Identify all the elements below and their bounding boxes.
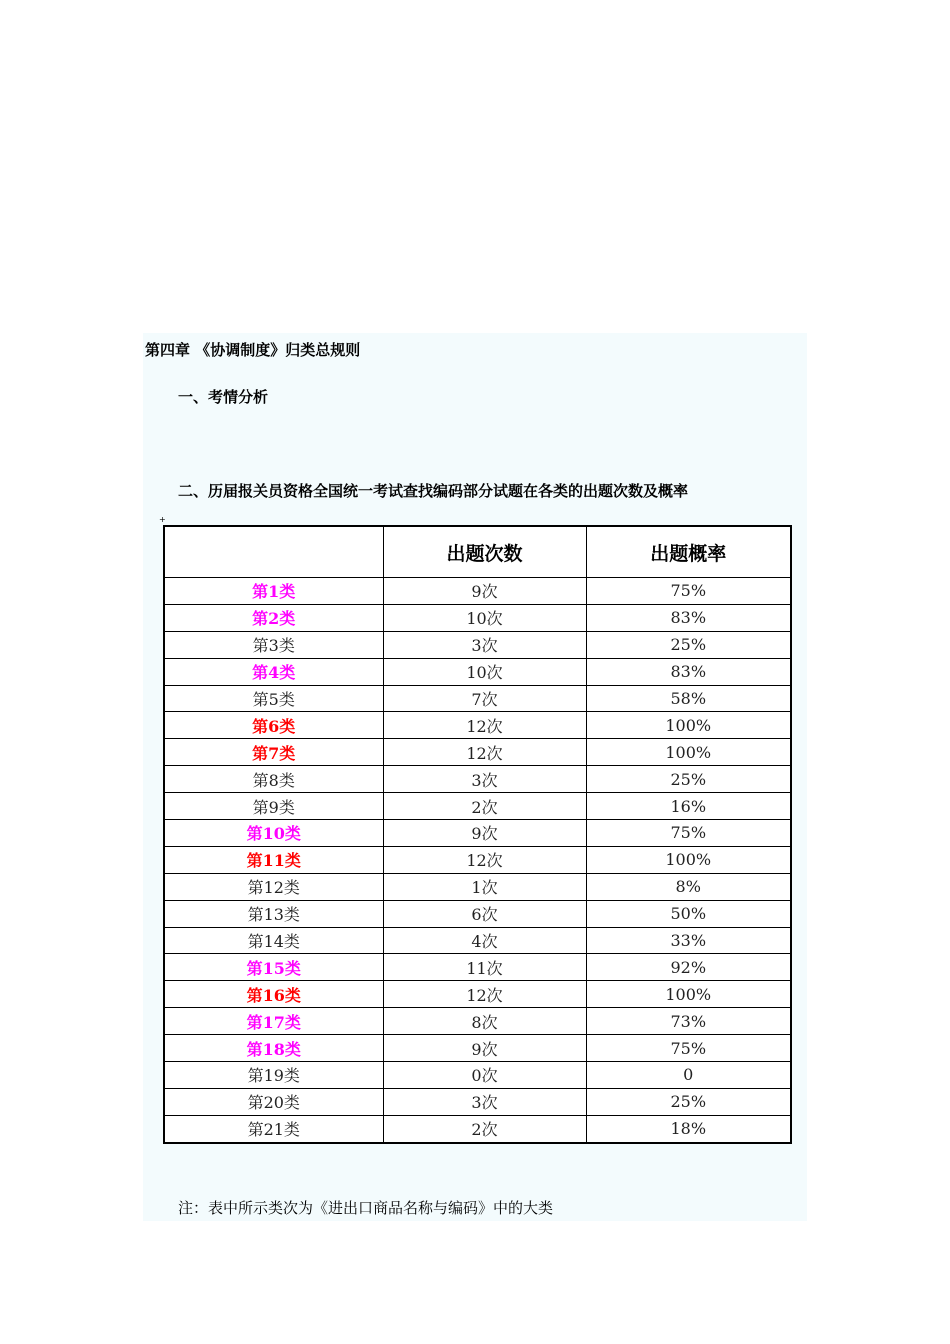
table-row: [164, 981, 791, 1008]
cell-category: 第13类: [164, 900, 383, 927]
cell-category: 第1类: [164, 578, 383, 605]
table-row: [164, 1088, 791, 1115]
cell-category: 第9类: [164, 793, 383, 820]
table-row: [164, 846, 791, 873]
cell-probability: 100%: [586, 712, 791, 739]
cell-category: 第20类: [164, 1088, 383, 1115]
cell-category: 第2类: [164, 604, 383, 631]
cell-category: 第19类: [164, 1062, 383, 1089]
cell-probability: 100%: [586, 981, 791, 1008]
header-count: 出题次数: [383, 526, 586, 578]
cell-count: 3次: [383, 766, 586, 793]
cell-count: 11次: [383, 954, 586, 981]
cell-count: 10次: [383, 658, 586, 685]
cell-category: 第12类: [164, 873, 383, 900]
table-row: [164, 766, 791, 793]
cell-category: 第6类: [164, 712, 383, 739]
cell-category: 第14类: [164, 927, 383, 954]
cell-count: 9次: [383, 578, 586, 605]
table-header-row: [164, 526, 791, 578]
chapter-title: 第四章 《协调制度》归类总规则: [145, 341, 361, 359]
cell-count: 4次: [383, 927, 586, 954]
cell-probability: 83%: [586, 604, 791, 631]
table-row: [164, 793, 791, 820]
table-row: [164, 900, 791, 927]
cell-probability: 50%: [586, 900, 791, 927]
cell-probability: 100%: [586, 846, 791, 873]
table-row: [164, 658, 791, 685]
cell-probability: 33%: [586, 927, 791, 954]
cell-count: 3次: [383, 1088, 586, 1115]
cell-count: 6次: [383, 900, 586, 927]
cell-category: 第5类: [164, 685, 383, 712]
section-heading-analysis: 一、考情分析: [178, 388, 269, 406]
table-row: [164, 685, 791, 712]
table-row: [164, 927, 791, 954]
cell-category: 第11类: [164, 846, 383, 873]
cell-category: 第21类: [164, 1115, 383, 1142]
cell-probability: 75%: [586, 820, 791, 847]
cell-count: 10次: [383, 604, 586, 631]
cell-count: 12次: [383, 712, 586, 739]
table-row: [164, 1115, 791, 1142]
cell-count: 12次: [383, 981, 586, 1008]
table-row: [164, 873, 791, 900]
section-heading-statistics: 二、历届报关员资格全国统一考试查找编码部分试题在各类的出题次数及概率: [178, 482, 689, 500]
table-row: [164, 739, 791, 766]
table-row: [164, 578, 791, 605]
cell-count: 7次: [383, 685, 586, 712]
table-body: [164, 578, 791, 1143]
cell-category: 第17类: [164, 1008, 383, 1035]
cell-count: 2次: [383, 793, 586, 820]
header-probability: 出题概率: [586, 526, 791, 578]
header-category: [164, 526, 383, 578]
cell-count: 12次: [383, 739, 586, 766]
cell-probability: 75%: [586, 578, 791, 605]
table-footnote: 注：表中所示类次为《进出口商品名称与编码》中的大类: [178, 1199, 554, 1217]
cell-probability: 18%: [586, 1115, 791, 1142]
cell-category: 第10类: [164, 820, 383, 847]
cell-category: 第7类: [164, 739, 383, 766]
cell-category: 第15类: [164, 954, 383, 981]
table-row: [164, 604, 791, 631]
table-row: [164, 631, 791, 658]
cell-count: 0次: [383, 1062, 586, 1089]
cell-category: 第18类: [164, 1035, 383, 1062]
cell-probability: 0: [586, 1062, 791, 1089]
cell-probability: 16%: [586, 793, 791, 820]
table-row: [164, 1035, 791, 1062]
cell-category: 第8类: [164, 766, 383, 793]
table-row: [164, 820, 791, 847]
cell-probability: 58%: [586, 685, 791, 712]
cell-probability: 25%: [586, 766, 791, 793]
cell-probability: 25%: [586, 1088, 791, 1115]
cell-probability: 100%: [586, 739, 791, 766]
cell-count: 9次: [383, 1035, 586, 1062]
cell-probability: 83%: [586, 658, 791, 685]
table-row: [164, 712, 791, 739]
cell-category: 第4类: [164, 658, 383, 685]
cell-probability: 8%: [586, 873, 791, 900]
cell-count: 8次: [383, 1008, 586, 1035]
cell-category: 第3类: [164, 631, 383, 658]
table-row: [164, 954, 791, 981]
cell-probability: 92%: [586, 954, 791, 981]
table-row: [164, 1062, 791, 1089]
table-anchor-mark: +: [159, 515, 166, 524]
exam-statistics-table: [163, 525, 792, 1144]
cell-category: 第16类: [164, 981, 383, 1008]
cell-count: 2次: [383, 1115, 586, 1142]
cell-probability: 73%: [586, 1008, 791, 1035]
cell-probability: 75%: [586, 1035, 791, 1062]
table-row: [164, 1008, 791, 1035]
cell-count: 9次: [383, 820, 586, 847]
cell-count: 12次: [383, 846, 586, 873]
cell-probability: 25%: [586, 631, 791, 658]
cell-count: 3次: [383, 631, 586, 658]
cell-count: 1次: [383, 873, 586, 900]
